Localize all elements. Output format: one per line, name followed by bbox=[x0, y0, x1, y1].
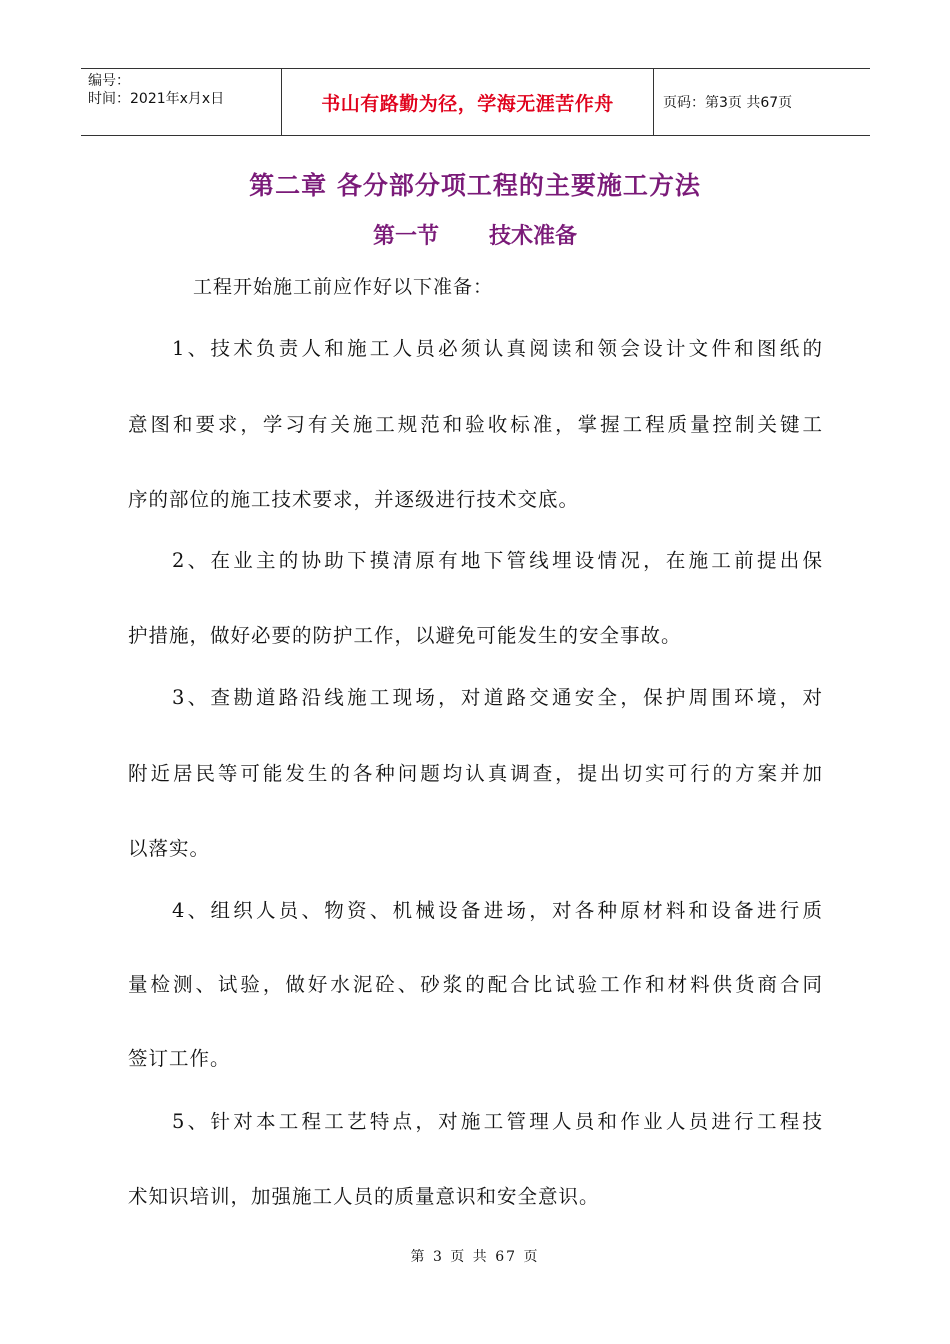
page-header bbox=[81, 68, 870, 136]
section-name: 技术准备 bbox=[489, 224, 578, 249]
paragraph-line: 术知识培训，加强施工人员的质量意识和安全意识。 bbox=[128, 1185, 600, 1208]
page-footer: 第 3 页 共 67 页 bbox=[410, 1249, 540, 1265]
section-number: 第一节 bbox=[372, 224, 439, 249]
intro-paragraph: 工程开始施工前应作好以下准备： bbox=[193, 276, 494, 298]
paragraph-line: 量检测、试验，做好水泥砼、砂浆的配合比试验工作和材料供货商合同 bbox=[128, 973, 822, 996]
paragraph-line: 以落实。 bbox=[128, 837, 211, 860]
paragraph-line: 2、在业主的协助下摸清原有地下管线埋设情况，在施工前提出保 bbox=[172, 549, 822, 572]
header-motto: 书山有路勤为径，学海无涯苦作舟 bbox=[282, 69, 654, 135]
paragraph-line: 签订工作。 bbox=[128, 1047, 231, 1070]
paragraph-line: 护措施，做好必要的防护工作，以避免可能发生的安全事故。 bbox=[128, 624, 682, 647]
chapter-title: 第二章 各分部分项工程的主要施工方法 bbox=[249, 171, 701, 200]
paragraph-line: 5、针对本工程工艺特点，对施工管理人员和作业人员进行工程技 bbox=[172, 1110, 822, 1133]
paragraph-line: 序的部位的施工技术要求，并逐级进行技术交底。 bbox=[128, 488, 580, 511]
header-meta-cell bbox=[81, 69, 282, 135]
paragraph-line: 附近居民等可能发生的各种问题均认真调查，提出切实可行的方案并加 bbox=[128, 762, 822, 785]
paragraph-line: 4、组织人员、物资、机械设备进场，对各种原材料和设备进行质 bbox=[172, 899, 822, 922]
paragraph-line: 1、技术负责人和施工人员必须认真阅读和领会设计文件和图纸的 bbox=[172, 337, 822, 360]
paragraph-line: 3、查勘道路沿线施工现场，对道路交通安全，保护周围环境，对 bbox=[172, 686, 822, 709]
header-page-info: 页码：第3页 共67页 bbox=[663, 95, 793, 111]
section-title bbox=[0, 219, 950, 250]
date-label: 时间：2021年x月x日 bbox=[88, 91, 225, 107]
number-label: 编号： bbox=[88, 73, 130, 89]
paragraph-line: 意图和要求，学习有关施工规范和验收标准，掌握工程质量控制关键工 bbox=[128, 413, 822, 436]
